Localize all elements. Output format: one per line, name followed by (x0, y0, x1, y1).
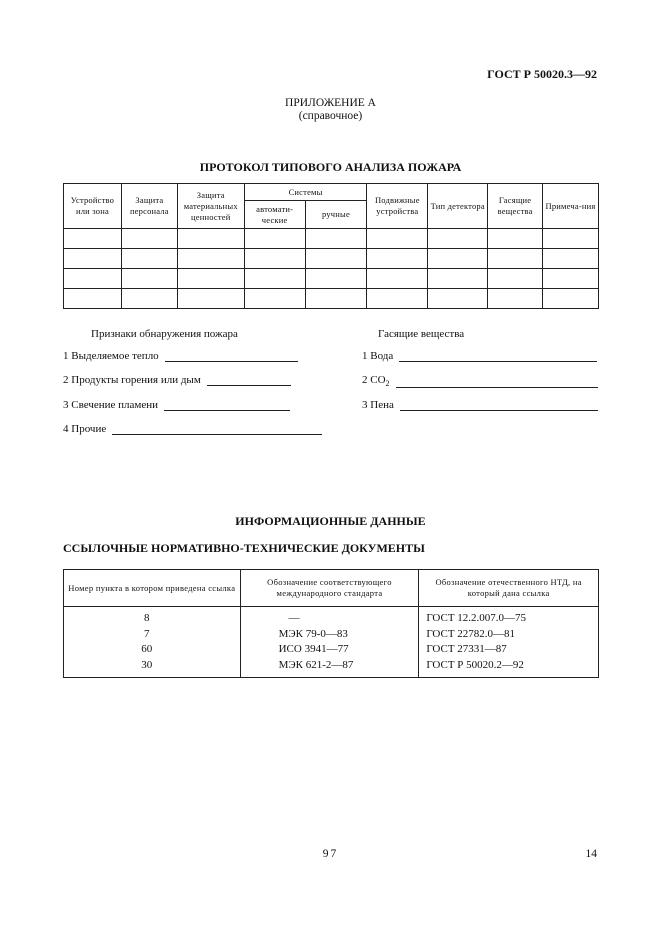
fill-line (396, 376, 598, 388)
page-number-right: 14 (585, 848, 597, 860)
appendix-subtitle: (справочное) (298, 110, 363, 122)
national-value: ГОСТ Р 50020.2—92 (426, 658, 524, 671)
refs-body-row (64, 607, 599, 678)
fill-line (207, 374, 291, 386)
col-notes: Примеча-ния (543, 184, 599, 229)
clause-value: 8 (144, 612, 150, 624)
intl-value: — (288, 612, 300, 624)
fill-line (165, 350, 298, 362)
detection-item-label: 2 Продукты горения или дым (63, 374, 201, 386)
extinguishing-heading: Гасящие вещества (378, 328, 465, 340)
col-valuables: Защита материальных ценностей (177, 184, 244, 229)
table-row (64, 269, 599, 289)
protocol-header-row (64, 184, 599, 201)
detection-item-label: 4 Прочие (63, 423, 107, 435)
intl-value: МЭК 79-0—83 (278, 627, 348, 640)
refs-table (63, 569, 599, 678)
col-agents: Гасящие вещества (488, 184, 543, 229)
page-number-center: 97 (322, 848, 339, 860)
clause-value: 7 (144, 627, 150, 640)
detection-item (63, 399, 290, 411)
extinguishing-item (362, 399, 598, 411)
col-personnel: Защита персонала (121, 184, 177, 229)
clause-value: 60 (141, 643, 153, 655)
table-row (64, 289, 599, 309)
appendix-heading (0, 97, 661, 123)
col-systems-manual: ручные (305, 201, 367, 229)
appendix-title: ПРИЛОЖЕНИЕ А (285, 97, 376, 109)
intl-value: МЭК 621-2—87 (278, 658, 354, 671)
refs-title: ССЫЛОЧНЫЕ НОРМАТИВНО-ТЕХНИЧЕСКИЕ ДОКУМЕНТЫ (63, 541, 425, 555)
fill-line (112, 423, 322, 435)
clause-value: 30 (141, 658, 153, 671)
extinguishing-item-label: 1 Вода (362, 350, 394, 362)
col-systems-auto: автомати-ческие (244, 201, 305, 229)
clause-cell (64, 607, 241, 678)
extinguishing-item (362, 350, 597, 362)
detection-heading: Признаки обнаружения пожара (91, 328, 238, 340)
detection-item (63, 350, 298, 362)
col-detector: Тип детектора (428, 184, 488, 229)
col-device: Устройство или зона (64, 184, 122, 229)
extinguishing-item-label: 3 Пена (362, 399, 394, 411)
table-row (64, 229, 599, 249)
detection-item (63, 374, 291, 386)
fill-line (400, 399, 598, 411)
national-value: ГОСТ 22782.0—81 (426, 627, 516, 640)
national-value: ГОСТ 12.2.007.0—75 (426, 612, 527, 624)
extinguishing-item (362, 374, 598, 388)
national-cell (419, 607, 599, 678)
col-national: Обозначение отечественного НТД, на который дана ссылка (419, 570, 599, 607)
table-row (64, 249, 599, 269)
col-clause: Номер пункта в котором приведена ссылка (64, 570, 241, 607)
col-systems: Системы (244, 184, 367, 201)
protocol-title: ПРОТОКОЛ ТИПОВОГО АНАЛИЗА ПОЖАРА (199, 160, 462, 174)
extinguishing-item-label: 2 $CO_2$ (362, 374, 390, 389)
fill-line (399, 350, 597, 362)
col-mobile: Подвижные устройства (367, 184, 428, 229)
intl-value: ИСО 3941—77 (278, 643, 349, 655)
national-value: ГОСТ 27331—87 (426, 643, 507, 655)
refs-header-row (64, 570, 599, 607)
detection-item-label: 1 Выделяемое тепло (63, 350, 159, 362)
detection-item (63, 423, 322, 435)
protocol-table (63, 183, 599, 309)
intl-cell (240, 607, 419, 678)
col-intl: Обозначение соответствующего международного стандарта (240, 570, 419, 607)
info-title: ИНФОРМАЦИОННЫЕ ДАННЫЕ (235, 514, 426, 528)
fill-line (164, 399, 290, 411)
detection-item-label: 3 Свечение пламени (63, 399, 159, 411)
document-code: ГОСТ Р 50020.3—92 (487, 67, 597, 81)
